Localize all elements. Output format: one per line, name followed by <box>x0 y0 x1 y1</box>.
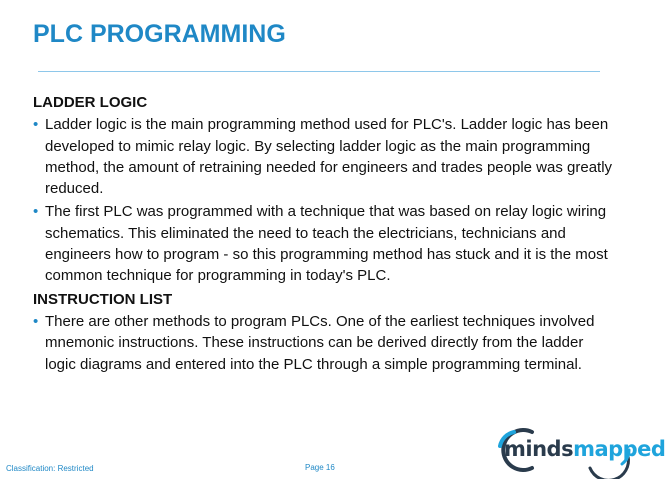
bullet-text: Ladder logic is the main programming method used for PLC's. Ladder logic has been developed to mimic relay logic. By selecting ladder logic as the main programming method, the amount of retraining needed for engineers and trades people was greatly reduced. <box>45 116 613 198</box>
page-number: Page 16 <box>305 463 335 472</box>
bullet-dot-icon: • <box>33 116 39 134</box>
mindsmapped-logo <box>492 426 665 474</box>
section-heading-instruction-list: INSTRUCTION LIST <box>33 290 173 308</box>
title-divider <box>38 71 600 72</box>
slide-body <box>33 92 618 377</box>
bullet-dot-icon: • <box>33 203 39 221</box>
slide-title: PLC PROGRAMMING <box>33 20 286 48</box>
bullet-dot-icon: • <box>33 312 39 330</box>
bullet-text: There are other methods to program PLCs. One of the earliest techniques involved mnemonic instructions. These instructions can be derived directly from the ladder logic diagrams and entered into the PLC through a simple programming terminal. <box>45 312 595 373</box>
bullet-text: The first PLC was programmed with a technique that was based on relay logic wiring schematics. This eliminated the need to teach the electricians, technicians and engineers how to program - so this programming method has stuck and it is the most common technique for programming in today's PLC. <box>45 203 608 285</box>
logo-wordmark: mindsmapped <box>504 437 665 461</box>
classification-label: Classification: Restricted <box>6 464 94 473</box>
bullet-item <box>33 114 618 199</box>
bullet-item <box>33 311 618 375</box>
bullet-item <box>33 201 618 286</box>
section-heading-ladder-logic: LADDER LOGIC <box>33 94 148 111</box>
